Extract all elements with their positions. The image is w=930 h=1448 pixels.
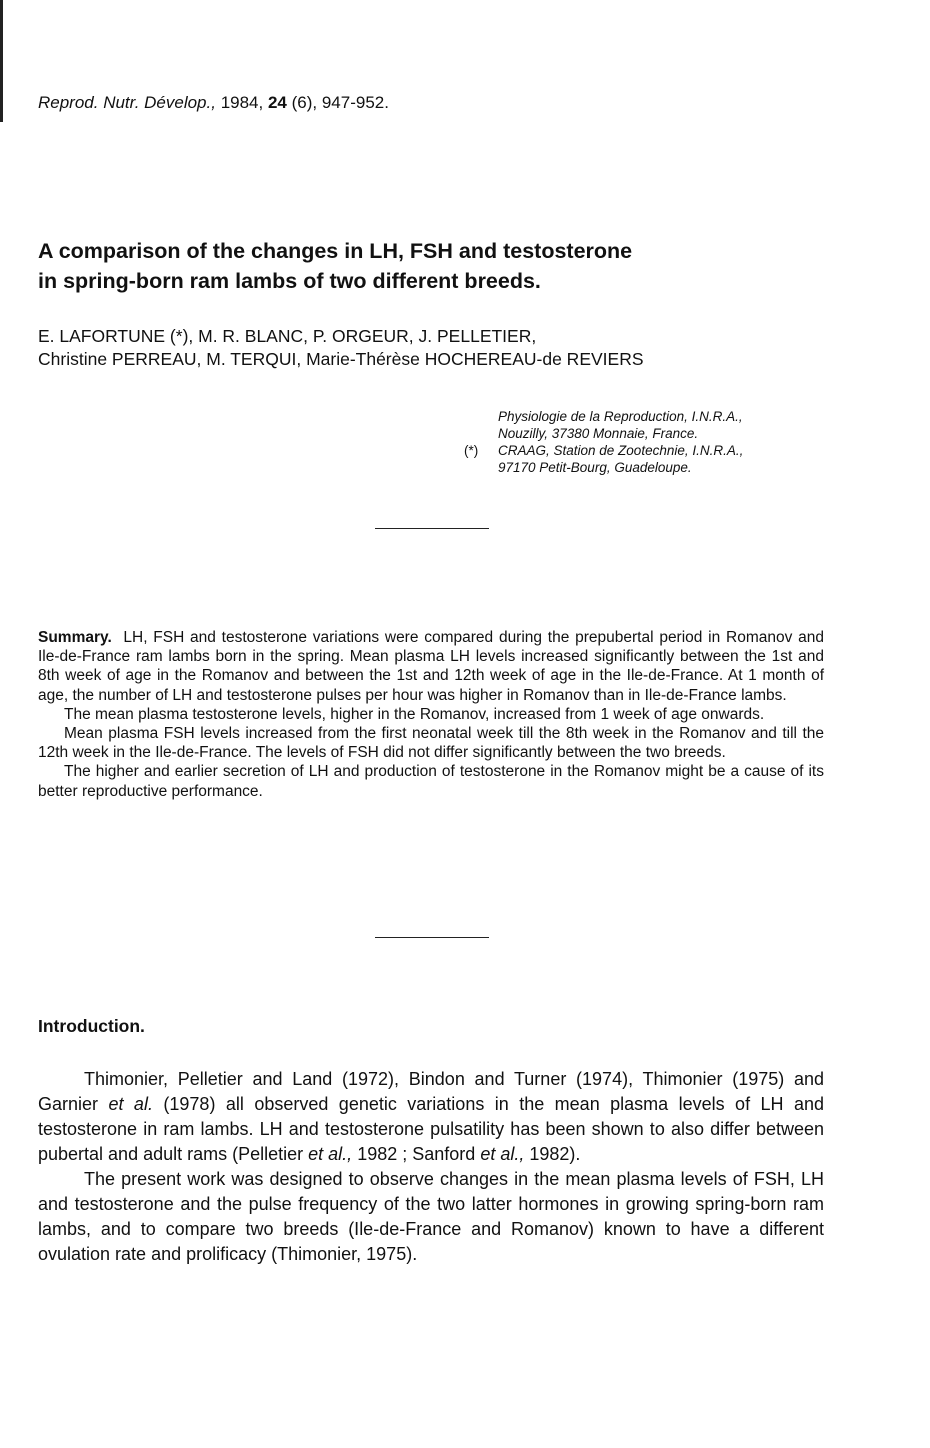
intro-paragraph-2: The present work was designed to observe changes in the mean plasma levels of FSH, LH and testosterone and the pulse frequency of the two latter hormones in growing spring-born ram lambs, and to compare two breeds (Ile-de-France and Romanov) known to have a different ovulation rate and prolificacy (Thimonier, 1975). — [38, 1169, 824, 1264]
summary-paragraph-3: Mean plasma FSH levels increased from the first neonatal week till the 8th week in the Romanov and till the 12th week in the Ile-de-France. The levels of FSH did not differ significantly between the two breeds. — [38, 725, 824, 762]
affiliations — [464, 408, 884, 476]
intro-text: Thimonier, Pelletier and Land (1972), Bindon and Turner (1974), Thimonier (1975) and Garnier — [38, 1069, 824, 1114]
intro-citation-etal: et al., — [308, 1144, 353, 1164]
affiliation-line-4: 97170 Petit-Bourg, Guadeloupe. — [498, 460, 692, 475]
affiliation-line-2: Nouzilly, 37380 Monnaie, France. — [498, 426, 699, 441]
summary-label: Summary. — [38, 629, 112, 646]
scan-edge-mark — [0, 0, 3, 122]
summary-section — [38, 628, 824, 801]
introduction-heading: Introduction. — [38, 1016, 145, 1036]
section-divider — [375, 937, 489, 938]
authors-line-1: E. LAFORTUNE (*), M. R. BLANC, P. ORGEUR, J. PELLETIER, — [38, 326, 537, 346]
summary-paragraph-2: The mean plasma testosterone levels, higher in the Romanov, increased from 1 week of age onwards. — [64, 705, 765, 723]
title-line-2: in spring-born ram lambs of two different breeds. — [38, 269, 541, 293]
introduction-body — [38, 1067, 824, 1267]
summary-text-1: LH, FSH and testosterone variations were compared during the prepubertal period in Romanov and Ile-de-France ram lambs born in the spring. Mean plasma LH levels increased significantly between the 1st and 8th week of age in the Romanov and between the 1st and 12th week of age in the Ile-de-France. At 1 month of age, the number of LH and testosterone pulses per hour was higher in Romanov than in Ile-de-France lambs. — [38, 629, 824, 704]
summary-paragraph-1 — [38, 628, 824, 705]
journal-name: Reprod. Nutr. Dévelop., — [38, 93, 216, 112]
intro-text: (1978) all observed genetic variations in the mean plasma levels of LH and testosterone in ram lambs. LH and testosterone pulsatility has been shown to also differ between pubertal and adult rams (Pelletier — [38, 1094, 824, 1164]
intro-text: 1982). — [529, 1144, 581, 1164]
affiliation-line-3: CRAAG, Station de Zootechnie, I.N.R.A., — [498, 443, 744, 458]
intro-citation-etal: et al. — [108, 1094, 153, 1114]
intro-citation-etal: et al., — [480, 1144, 525, 1164]
title-line-1: A comparison of the changes in LH, FSH and testosterone — [38, 239, 633, 263]
journal-pages: (6), 947-952. — [291, 93, 389, 112]
section-divider — [375, 528, 489, 529]
journal-year: 1984, — [220, 93, 264, 112]
journal-citation — [38, 93, 389, 113]
intro-paragraph-1 — [38, 1067, 824, 1167]
affiliation-marker: (*) — [464, 443, 479, 458]
author-list — [38, 325, 898, 371]
intro-text: 1982 ; Sanford — [357, 1144, 476, 1164]
paper-title — [38, 236, 898, 296]
affiliation-line-1: Physiologie de la Reproduction, I.N.R.A., — [498, 409, 743, 424]
summary-paragraph-4: The higher and earlier secretion of LH and production of testosterone in the Romanov might be a cause of its better reproductive performance. — [38, 763, 824, 800]
authors-line-2: Christine PERREAU, M. TERQUI, Marie-Thérèse HOCHEREAU-de REVIERS — [38, 349, 644, 369]
journal-volume: 24 — [267, 93, 287, 112]
